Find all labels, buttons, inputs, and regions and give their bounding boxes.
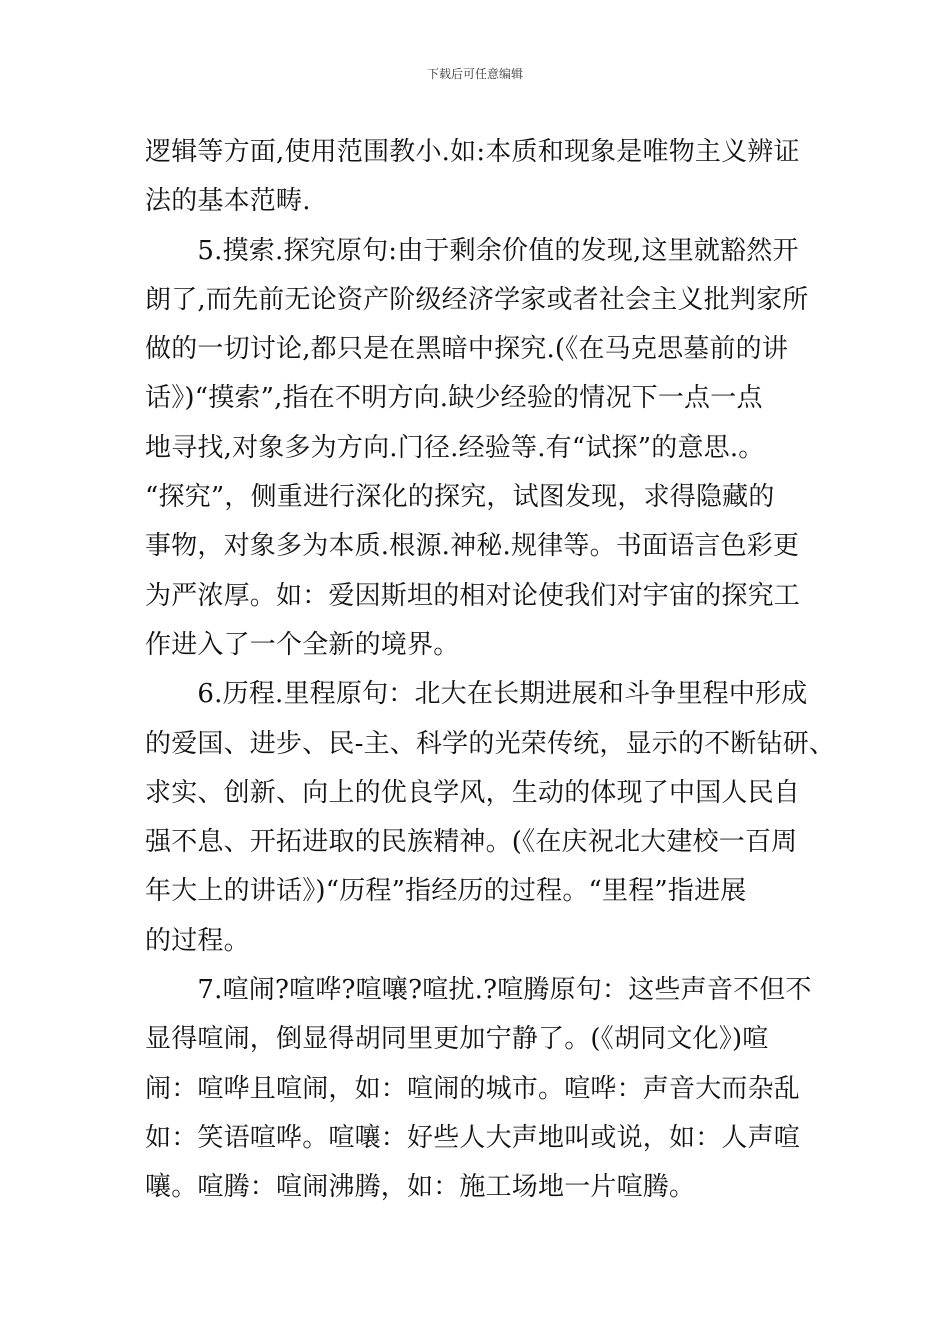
text-line: 7.喧闹?喧哗?喧嚷?喧扰.?喧腾原句：这些声音不但不 — [145, 975, 812, 1006]
text-line: 6.历程.里程原句：北大在长期进展和斗争里程中形成 — [145, 679, 808, 710]
text-line: 为严浓厚。如：爱因斯坦的相对论使我们对宇宙的探究工 — [145, 580, 801, 611]
text-line: 朗了,而先前无论资产阶级经济学家或者社会主义批判家所 — [145, 284, 809, 315]
text-line: 逻辑等方面,使用范围教小.如:本质和现象是唯物主义辨证 — [145, 137, 800, 167]
text-line: 做的一切讨论,都只是在黑暗中探究.(《在马克思墓前的讲 — [145, 334, 789, 365]
text-line: 如：笑语喧哗。喧嚷：好些人大声地叫或说，如：人声喧 — [145, 1122, 801, 1153]
text-line: 地寻找,对象多为方向.门径.经验等.有“试探”的意思.。 — [145, 432, 765, 463]
text-line: 强不息、开拓进取的民族精神。(《在庆祝北大建校一百周 — [145, 827, 798, 858]
document-body — [145, 128, 836, 1213]
text-line: “探究”，侧重进行深化的探究，试图发现，求得隐藏的 — [145, 482, 775, 513]
text-line: 的过程。 — [145, 925, 250, 956]
text-line: 显得喧闹，倒显得胡同里更加宁静了。(《胡同文化》)喧 — [145, 1024, 769, 1055]
text-line: 作进入了一个全新的境界。 — [145, 629, 460, 660]
page-header: 下载后可任意编辑 — [426, 67, 523, 81]
text-line: 5.摸索.探究原句:由于剩余价值的发现,这里就豁然开 — [145, 235, 799, 266]
text-line: 年大上的讲话》)“历程”指经历的过程。“里程”指进展 — [145, 876, 747, 907]
text-line: 话》)“摸索”,指在不明方向.缺少经验的情况下一点一点 — [145, 383, 763, 414]
text-line: 事物，对象多为本质.根源.神秘.规律等。书面语言色彩更 — [145, 531, 800, 562]
text-line: 嚷。喧腾：喧闹沸腾，如：施工场地一片喧腾。 — [145, 1172, 696, 1203]
text-line: 的爱国、进步、民-主、科学的光荣传统，显示的不断钻研、 — [145, 728, 836, 759]
text-line: 闹：喧哗且喧闹，如：喧闹的城市。喧哗：声音大而杂乱 — [145, 1073, 801, 1104]
text-line: 法的基本范畴. — [145, 186, 311, 217]
text-line: 求实、创新、向上的优良学风，生动的体现了中国人民自 — [145, 777, 801, 808]
